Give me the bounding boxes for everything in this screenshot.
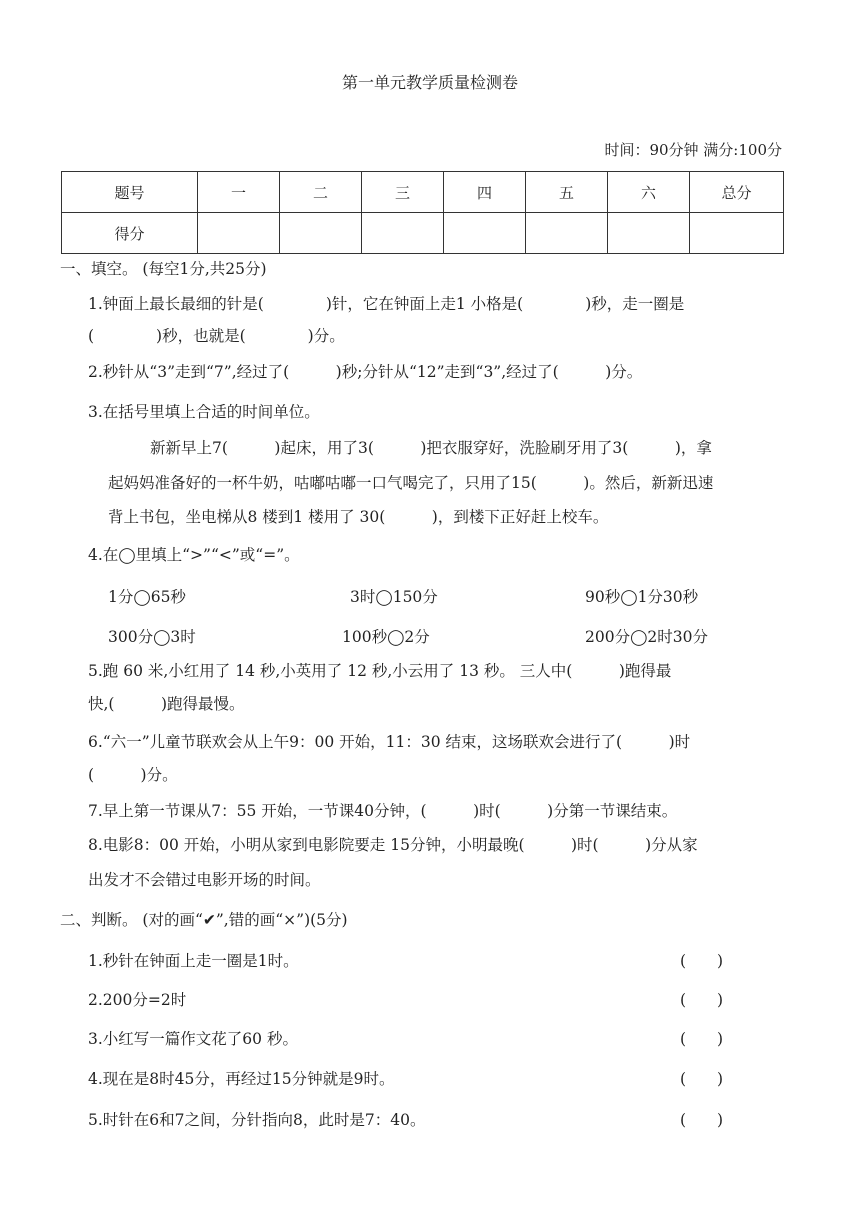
judge-item: 4.现在是8时45分，再经过15分钟就是9时。 xyxy=(88,1070,395,1088)
section1-heading: 一、填空。 (每空1分,共25分) xyxy=(60,260,267,278)
header-cell: 五 xyxy=(526,172,608,213)
score-row-label: 得分 xyxy=(62,213,198,254)
judge-item: 3.小红写一篇作文花了60 秒。 xyxy=(88,1030,298,1048)
header-cell: 一 xyxy=(198,172,280,213)
score-cell[interactable] xyxy=(608,213,690,254)
question-5-line-1: 5.跑 60 米,小红用了 14 秒,小英用了 12 秒,小云用了 13 秒。 三人中( )跑得最 xyxy=(88,662,672,680)
score-cell[interactable] xyxy=(444,213,526,254)
question-3-line-1: 新新早上7( )起床，用了3( )把衣服穿好，洗脸刷牙用了3( )，拿 xyxy=(150,439,712,457)
score-cell[interactable] xyxy=(690,213,784,254)
answer-parentheses[interactable]: ( ) xyxy=(680,1111,724,1129)
score-table-header-row xyxy=(62,172,784,213)
answer-parentheses[interactable]: ( ) xyxy=(680,1030,724,1048)
judge-item: 2.200分=2时 xyxy=(88,991,187,1009)
header-cell: 题号 xyxy=(62,172,198,213)
header-cell: 总分 xyxy=(690,172,784,213)
question-5-line-2: 快,( )跑得最慢。 xyxy=(88,695,245,713)
question-7: 7.早上第一节课从7：55 开始，一节课40分钟，( )时( )分第一节课结束。 xyxy=(88,802,678,820)
header-cell: 三 xyxy=(362,172,444,213)
answer-parentheses[interactable]: ( ) xyxy=(680,991,724,1009)
question-8-line-2: 出发才不会错过电影开场的时间。 xyxy=(88,871,321,889)
score-cell[interactable] xyxy=(280,213,362,254)
header-cell: 六 xyxy=(608,172,690,213)
exam-meta: 时间：90分钟 满分:100分 xyxy=(604,141,782,159)
question-3-title: 3.在括号里填上合适的时间单位。 xyxy=(88,403,320,421)
question-1-line-2: ( )秒，也就是( )分。 xyxy=(88,327,345,345)
page-title: 第一单元教学质量检测卷 xyxy=(341,73,518,92)
question-1-line-1: 1.钟面上最长最细的针是( )针，它在钟面上走1 小格是( )秒，走一圈是 xyxy=(88,295,685,313)
question-6-line-1: 6.“六一”儿童节联欢会从上午9：00 开始，11：30 结束，这场联欢会进行了( )时 xyxy=(88,733,691,751)
compare-item: 90秒◯1分30秒 xyxy=(585,588,699,606)
score-table xyxy=(61,171,784,254)
question-3-line-3: 背上书包，坐电梯从8 楼到1 楼用了 30( )，到楼下正好赶上校车。 xyxy=(108,508,609,526)
answer-parentheses[interactable]: ( ) xyxy=(680,952,724,970)
score-table-score-row xyxy=(62,213,784,254)
question-8-line-1: 8.电影8：00 开始，小明从家到电影院要走 15分钟，小明最晚( )时( )分从家 xyxy=(88,836,698,854)
question-4-title: 4.在◯里填上“>”“<”或“=”。 xyxy=(88,546,300,564)
question-2: 2.秒针从“3”走到“7”,经过了( )秒;分针从“12”走到“3”,经过了( )分。 xyxy=(88,363,643,381)
score-cell[interactable] xyxy=(198,213,280,254)
judge-item: 1.秒针在钟面上走一圈是1时。 xyxy=(88,952,299,970)
question-3-line-2: 起妈妈准备好的一杯牛奶，咕嘟咕嘟一口气喝完了，只用了15( )。然后，新新迅速 xyxy=(108,474,714,492)
header-cell: 四 xyxy=(444,172,526,213)
section2-heading: 二、判断。 (对的画“✔”,错的画“×”)(5分) xyxy=(60,911,348,929)
compare-item: 100秒◯2分 xyxy=(342,628,430,646)
compare-item: 200分◯2时30分 xyxy=(585,628,709,646)
answer-parentheses[interactable]: ( ) xyxy=(680,1070,724,1088)
compare-item: 3时◯150分 xyxy=(350,588,438,606)
score-cell[interactable] xyxy=(526,213,608,254)
judge-item: 5.时针在6和7之间，分针指向8，此时是7：40。 xyxy=(88,1111,426,1129)
compare-item: 1分◯65秒 xyxy=(108,588,186,606)
compare-item: 300分◯3时 xyxy=(108,628,196,646)
question-6-line-2: ( )分。 xyxy=(88,766,178,784)
score-cell[interactable] xyxy=(362,213,444,254)
header-cell: 二 xyxy=(280,172,362,213)
